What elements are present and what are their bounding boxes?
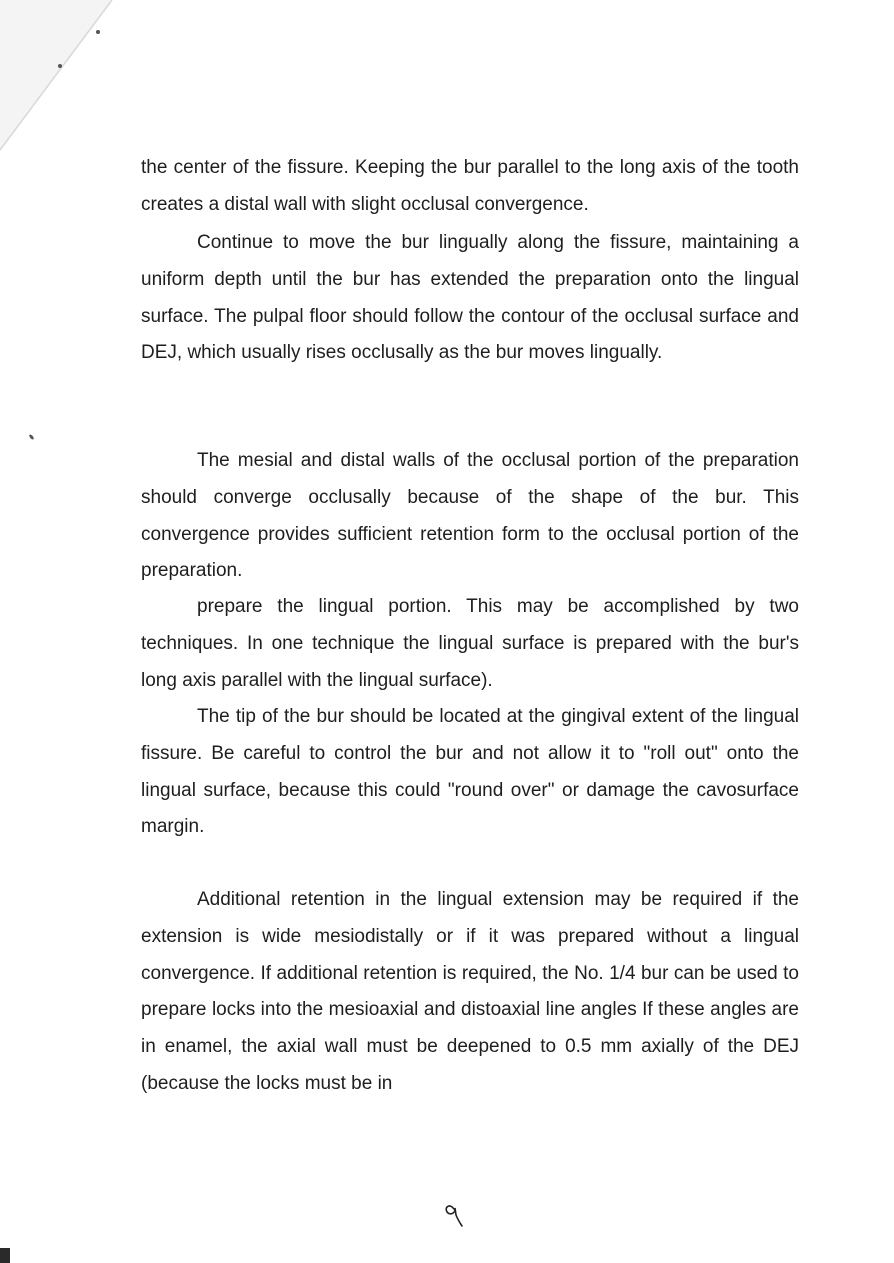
paragraph-additional-retention: Additional retention in the lingual extension may be required if the extension is wide mesiodistally or if it was prepared without a lingual convergence. If additional retention is required, the No. 1/4 bur can be used to prepare locks into the mesioaxial and distoaxial line angles If these angles are in enamel, the axial wall must be deepened to 0.5 mm axially of the DEJ (because the locks must be in (141, 889, 799, 1094)
page-corner-fold-icon (0, 0, 130, 160)
scan-speck (96, 30, 100, 34)
paragraph-move-bur-lingually: Continue to move the bur lingually along the fissure, maintaining a uniform depth until the bur has extended the preparation onto the lingual surface. The pulpal floor should follow the contour of the occlusal surface and DEJ, which usually rises occlusally as the bur moves lingually. (141, 232, 799, 364)
scan-edge-mark (0, 1248, 10, 1263)
scan-speck (58, 64, 62, 68)
handwritten-page-number-icon (440, 1195, 470, 1235)
paragraph-wall-convergence: The mesial and distal walls of the occlusal portion of the preparation should converge occlusally because of the shape of the bur. This convergence provides sufficient retention form to the occlusal portion of the preparation. (141, 450, 799, 582)
scan-speck (28, 434, 34, 441)
paragraph-lingual-portion: prepare the lingual portion. This may be accomplished by two techniques. In one technique the lingual surface is prepared with the bur's long axis parallel with the lingual surface). (141, 596, 799, 691)
paragraph-bur-tip: The tip of the bur should be located at the gingival extent of the lingual fissure. Be careful to control the bur and not allow it to "roll out" onto the lingual surface, because this could "round over" or damage the cavosurface margin. (141, 706, 799, 838)
paragraph-fissure-center: the center of the fissure. Keeping the bur parallel to the long axis of the tooth creates a distal wall with slight occlusal convergence. (141, 157, 799, 215)
